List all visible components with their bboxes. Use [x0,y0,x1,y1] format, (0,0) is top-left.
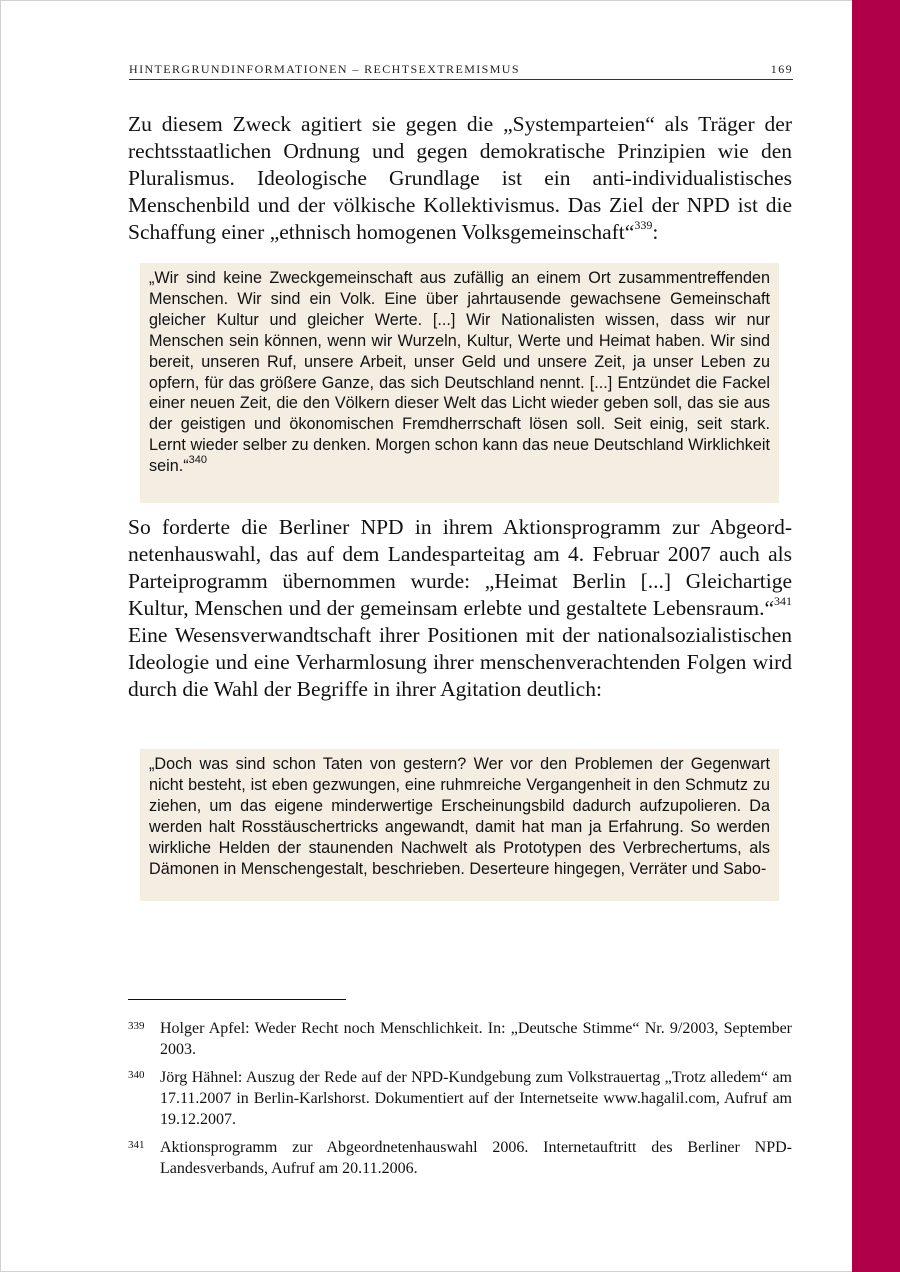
paragraph-1 [128,111,792,246]
header-title: HINTERGRUNDINFORMATIONEN – RECHTSEXTREMISMUS [129,62,520,76]
footnote-number: 341 [128,1139,145,1151]
paragraph-1-text: Zu diesem Zweck agitiert sie gegen die „Systemparteien“ als Träger der rechtsstaatlichen Ordnung und gegen demokratische Prinzipien wie den Pluralismus. Ideologische Grundlage ist ein anti-individualistisches Menschenbild und der völkische Kollektivismus. Das Ziel der NPD ist die Schaffung einer „ethnisch homogenen Volksgemeinschaft“ [128,112,792,244]
footnote-341 [128,1137,792,1179]
paragraph-2-text-after: Eine Wesensverwandtschaft ihrer Positionen mit der nationalsozialistischen Ideologie und eine Verharmlosung ihrer menschenverachtenden Folgen wird durch die Wahl der Begriffe in ihrer Agitation deutlich: [128,623,792,701]
footnote-ref-339[interactable]: 339 [634,217,653,232]
footnote-340 [128,1067,792,1130]
paragraph-1-tail: : [652,220,659,244]
paragraph-2 [128,514,792,703]
footnote-ref-341[interactable]: 341 [774,593,792,608]
page-number: 169 [770,62,793,76]
quote-1-text: „Wir sind keine Zweckgemeinschaft aus zufällig an einem Ort zusammentreffenden Menschen. Wir sind ein Volk. Eine über jahrtausende gewachsene Gemeinschaft gleicher Kultur und gleicher Werte. [...] Wir Nationalisten wissen, dass wir nur Menschen sein können, wenn wir Wurzeln, Kultur, Werte und Heimat haben. Wir sind bereit, unseren Ruf, unsere Arbeit, unser Geld und unsere Zeit, ja unser Leben zu opfern, für das größere Ganze, das sich Deutschland nennt. [...] Entzündet die Fackel einer neuen Zeit, die den Völkern dieser Welt das Licht wieder geben soll, das sie aus der geistigen und ökonomischen Fremdherrschaft lösen soll. Seit einig, seit stark. Lernt wieder selber zu denken. Morgen schon kann das neue Deutschland Wirklichkeit sein.“ [149,269,770,476]
footnotes [128,1018,792,1186]
footnote-separator [128,999,346,1000]
block-quote-1 [140,263,779,503]
footnote-ref-340[interactable]: 340 [188,453,207,466]
footnote-text: Aktionsprogramm zur Abgeordnetenhauswahl 2006. Internetauftritt des Berliner NPD-Landesverbands, Aufruf am 20.11.2006. [160,1139,792,1177]
quote-2-text: „Doch was sind schon Taten von gestern? Wer vor den Problemen der Gegenwart nicht besteht, ist eben gezwungen, eine ruhmreiche Vergangenheit in den Schmutz zu ziehen, um das eigene minderwertige Erscheinungsbild dadurch aufzupolieren. Da werden halt Rosstäuschertricks angewandt, damit hat man ja Erfahrung. So werden wirkliche Helden der staunenden Nachwelt als Prototypen des Verbrechertums, als Dämonen in Menschengestalt, beschrieben. Deserteure hingegen, Verräter und Sabo- [149,755,770,878]
footnote-text: Holger Apfel: Weder Recht noch Menschlichkeit. In: „Deutsche Stimme“ Nr. 9/2003, September 2003. [160,1020,792,1058]
paragraph-2-text-before: So forderte die Berliner NPD in ihrem Aktionsprogramm zur Abgeordnetenhauswahl, das auf dem Landesparteitag am 4. Februar 2007 auch als Parteiprogramm übernommen wurde: „Heimat Berlin [...] Gleichartige Kultur, Menschen und der gemeinsam erlebte und gestaltete Lebensraum.“ [128,515,792,620]
footnote-text: Jörg Hähnel: Auszug der Rede auf der NPD-Kundgebung zum Volkstrauertag „Trotz alledem“ am 17.11.2007 in Berlin-Karlshorst. Dokumentiert auf der Internetseite www.hagalil.com, Aufruf am 19.12.2007. [160,1069,792,1128]
running-header [129,62,793,80]
footnote-339 [128,1018,792,1060]
footnote-number: 340 [128,1069,145,1081]
footnote-number: 339 [128,1020,145,1032]
accent-bar [852,0,900,1272]
block-quote-2 [140,749,779,901]
